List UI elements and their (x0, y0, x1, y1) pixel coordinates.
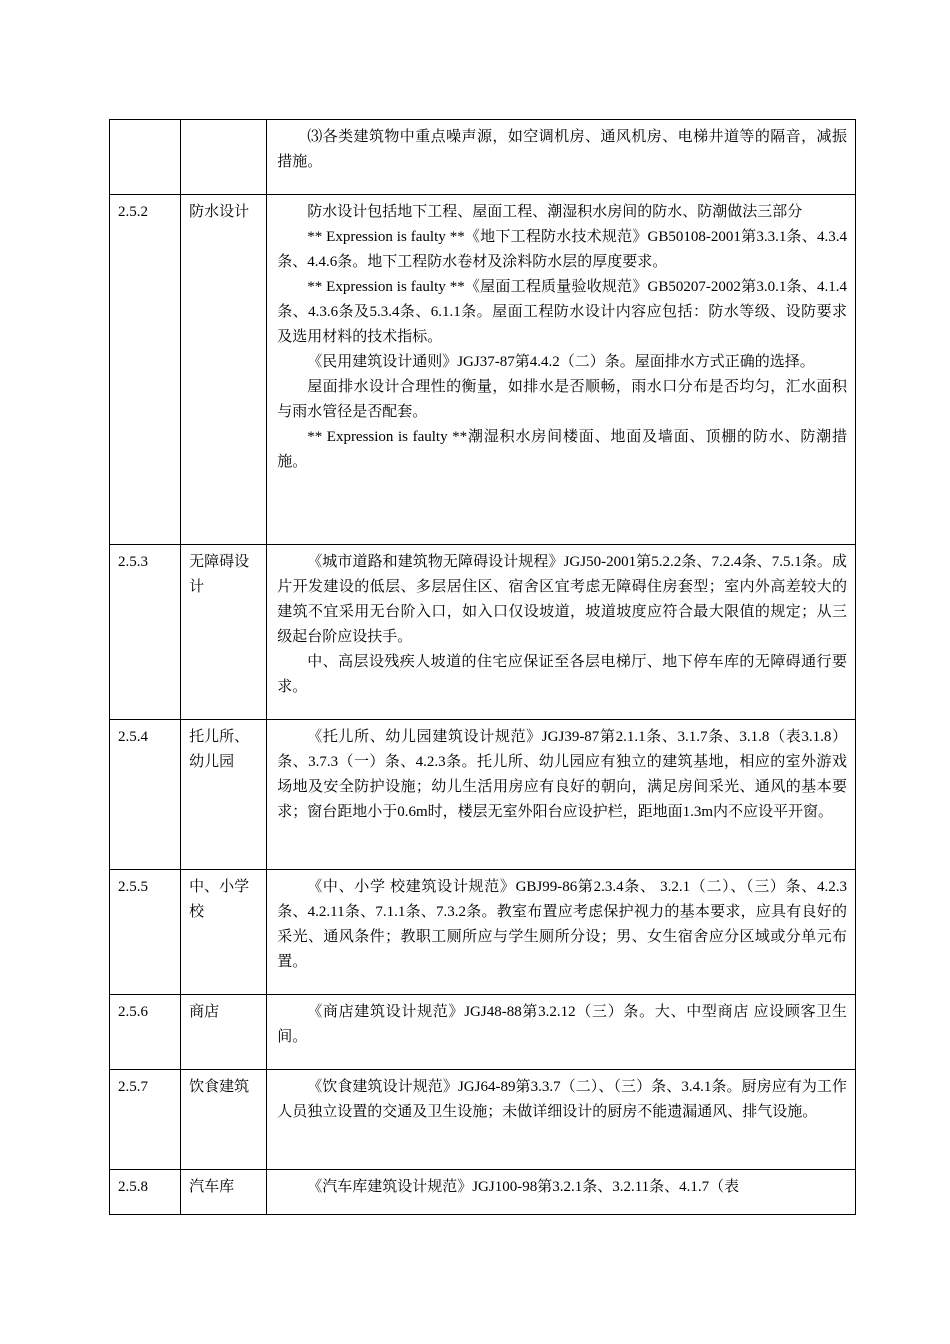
clause-content (267, 120, 856, 195)
table-row (110, 1070, 856, 1170)
paragraph: 《商店建筑设计规范》JGJ48-88第3.2.12（三）条。大、中型商店 应设顾客卫生间。 (277, 1004, 847, 1045)
clause-title: 托儿所、幼儿园 (181, 720, 267, 870)
paragraph: 屋面排水设计合理性的衡量，如排水是否顺畅，雨水口分布是否均匀，汇水面积与雨水管径是否配套。 (277, 379, 847, 420)
paragraph: 《饮食建筑设计规范》JGJ64-89第3.3.7（二）、（三）条、3.4.1条。厨房应有为工作人员独立设置的交通及卫生设施；未做详细设计的厨房不能遗漏通风、排气设施。 (277, 1079, 847, 1120)
paragraph: 防水设计包括地下工程、屋面工程、潮湿积水房间的防水、防潮做法三部分 (307, 204, 803, 220)
clause-content (267, 1170, 856, 1215)
clause-content (267, 870, 856, 995)
table-row (110, 1170, 856, 1215)
clause-content (267, 195, 856, 545)
clause-number: 2.5.8 (110, 1170, 181, 1215)
paragraph: ** Expression is faulty **《屋面工程质量验收规范》GB50207-2002第3.0.1条、4.1.4条、4.3.6条及5.3.4条、6.1.1条。屋面工程防水设计内容应包括：防水等级、设防要求及选用材料的技术指标。 (277, 279, 847, 345)
clause-number: 2.5.3 (110, 545, 181, 720)
table-row (110, 720, 856, 870)
clause-number: 2.5.2 (110, 195, 181, 545)
clause-title: 防水设计 (181, 195, 267, 545)
clause-number: 2.5.5 (110, 870, 181, 995)
clause-number: 2.5.7 (110, 1070, 181, 1170)
clause-title: 商店 (181, 995, 267, 1070)
clause-content (267, 545, 856, 720)
clause-number: 2.5.6 (110, 995, 181, 1070)
paragraph: 《中、小学 校建筑设计规范》GBJ99-86第2.3.4条、 3.2.1（二）、（三）条、4.2.3条、4.2.11条、7.1.1条、7.3.2条。教室布置应考虑保护视力的基本要求，应具有良好的采光、通风条件；教职工厕所应与学生厕所分设；男、女生宿舍应分区域或分单元布置。 (277, 879, 847, 970)
table-row (110, 120, 856, 195)
table-row (110, 870, 856, 995)
clause-content (267, 720, 856, 870)
clause-title (181, 120, 267, 195)
clause-title: 无障碍设计 (181, 545, 267, 720)
paragraph: 《民用建筑设计通则》JGJ37-87第4.4.2（二）条。屋面排水方式正确的选择。 (307, 354, 815, 370)
clause-content (267, 995, 856, 1070)
clause-title: 饮食建筑 (181, 1070, 267, 1170)
clause-title: 中、小学校 (181, 870, 267, 995)
paragraph: 《城市道路和建筑物无障碍设计规程》JGJ50-2001第5.2.2条、7.2.4条、7.5.1条。成片开发建设的低层、多层居住区、宿舍区宜考虑无障碍住房套型；室内外高差较大的建筑不宜采用无台阶入口，如入口仅设坡道，坡道坡度应符合最大限值的规定；从三级起台阶应设扶手。 (277, 554, 847, 645)
paragraph: 《托儿所、幼儿园建筑设计规范》JGJ39-87第2.1.1条、3.1.7条、3.1.8（表3.1.8）条、3.7.3（一）条、4.2.3条。托儿所、幼儿园应有独立的建筑基地，相应的室外游戏场地及安全防护设施；幼儿生活用房应有良好的朝向，满足房间采光、通风的基本要求；窗台距地小于0.6m时，楼层无室外阳台应设护栏，距地面1.3m内不应设平开窗。 (277, 729, 847, 820)
paragraph: 中、高层设残疾人坡道的住宅应保证至各层电梯厅、地下停车库的无障碍通行要求。 (277, 654, 847, 695)
table-row (110, 545, 856, 720)
code-review-table (109, 119, 856, 1215)
clause-number: 2.5.4 (110, 720, 181, 870)
clause-title: 汽车库 (181, 1170, 267, 1215)
paragraph: 《汽车库建筑设计规范》JGJ100-98第3.2.1条、3.2.11条、4.1.7（表 (307, 1179, 740, 1195)
table-row (110, 195, 856, 545)
clause-number (110, 120, 181, 195)
table-row (110, 995, 856, 1070)
paragraph: ** Expression is faulty **潮湿积水房间楼面、地面及墙面、顶棚的防水、防潮措施。 (277, 429, 847, 470)
paragraph: ** Expression is faulty **《地下工程防水技术规范》GB50108-2001第3.3.1条、4.3.4条、4.4.6条。地下工程防水卷材及涂料防水层的厚度要求。 (277, 229, 847, 270)
paragraph: ⑶各类建筑物中重点噪声源，如空调机房、通风机房、电梯井道等的隔音，减振措施。 (277, 129, 847, 170)
clause-content (267, 1070, 856, 1170)
